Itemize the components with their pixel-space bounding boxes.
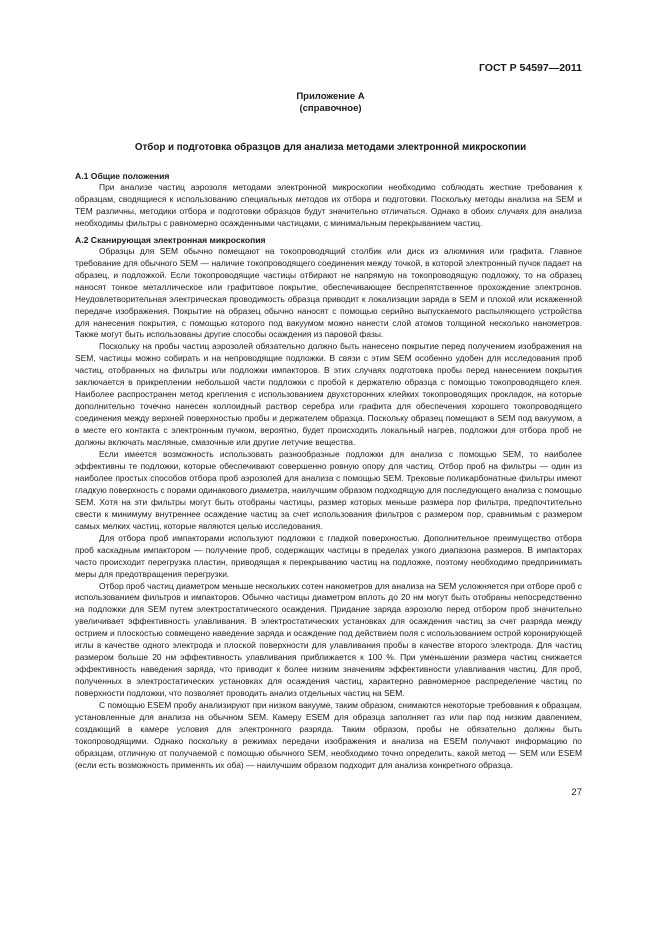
section-heading-a2: А.2 Сканирующая электронная микроскопия [75,234,266,245]
paragraph: Отбор проб частиц диаметром меньше нескольких сотен нанометров для анализа на SEM усложняется при отборе проб с использованием фильтров и импакторов. Обычно частицы диаметром вплоть до 20 нм могут быть отобраны непосредственно на подложки для SEM путем электростатического осаждения. Придание заряда аэрозолю перед отбором проб значительно увеличивает эффективность улавливания. В электростатических установках для осаждения частиц за счет разряда между острием и плоскостью совмещено наведение заряда и осаждение под действием поля с использованием острой коронирующей иглы в качестве одного электрода и плоской поверхности для улавливания пробы в качестве второго электрода. Для частиц размером больше 20 нм эффективность улавливания приближается к 100 %. При уменьшении размера частиц снижается эффективность наведения заряда, что приводит к более низким значениям эффективности улавливания частиц. Для проб, полученных в электростатических установках для осаждения частиц, характерно равномерное распределение частиц по поверхности подложки, что позволяет проводить анализ отдельных частиц на SEM. [75,580,583,699]
paragraph: С помощью ESEM пробу анализируют при низком вакууме, таким образом, снимаются некоторые требования к образцам, установленные для анализа на обычном SEM. Камеру ESEM для образца заполняет газ или пар под низким давлением, создающий в камере условия для электронного разряда. Таким образом, пробы не обязательно должны быть токопроводящими. Однако поскольку в режимах передачи изображения и анализа на ESEM получают информацию по образцам, отличную от получаемой с помощью обычного SEM, необходимо точно определить, какой метод — SEM или ESEM (если есть возможность применять их оба) — наилучшим образом подходит для анализа конкретного образца. [75,700,582,770]
paragraph: При анализе частиц аэрозоля методами электронной микроскопии необходимо соблюдать жесткие требования к образцам, сводящиеся к использованию специальных методов их отбора и подготовки. Поскольку методы анализа на SEM и TEM различны, методики отбора и подготовки образцов будут значительно отличаться. Однако в обоих случаях для анализа необходимы фильтры с равномерно осажденными частицами, с минимальным перекрыванием частиц. [75,182,582,228]
document-body [75,170,582,772]
annex-type: (справочное) [299,103,362,114]
section-heading-a1: А.1 Общие положения [75,171,170,181]
paragraph: Поскольку на пробы частиц аэрозолей обязательно должно быть нанесено покрытие перед получением изображения на SEM, частицы можно собирать и на непроводящие подложки. В связи с этим SEM особенно удобен для исследования проб частиц, отобранных на фильтры или подложки импакторов. В этих случаях подготовка пробы перед нанесением покрытия заключается в прикреплении небольшой части подложки с пробой к держателю образца с помощью токопроводящего клея. Наиболее распространен метод крепления с использованием двухсторонних клейких токопроводящих прокладок, на которые дополнительно точечно нанесен коллоидный раствор серебра или графита для обеспечения хорошего токопроводящего соединения между верхней поверхностью пробы и держателем образца. Поскольку образец помещают в SEM под вакуумом, а в месте его контакта с электронным пучком, вероятно, будет происходить локальный нагрев, подложки для отбора проб не должны включать масляные, смазочные или другие летучие вещества. [75,341,582,448]
paragraph: Если имеется возможность использовать разнообразные подложки для анализа с помощью SEM, то наиболее эффективны те подложки, которые обеспечивают совершенно ровную опору для частиц. Отбор проб на фильтры — один из наиболее простых способов отбора проб аэрозолей для анализа с помощью SEM. Трековые поликарбонатные фильтры имеют гладкую поверхность с порами одинакового диаметра, наилучшим образом подходящую для последующего анализа с помощью SEM. Хотя на эти фильтры могут быть отобраны частицы, размер которых меньше размера пор фильтра, предпочтительно свести к минимуму внутреннее осаждение частиц за счет использования фильтров с размером пор, сравнимым с размером самых мелких частиц, которые являются целью исследования. [75,449,582,531]
paragraph: Образцы для SEM обычно помещают на токопроводящий столбик или диск из алюминия или графита. Главное требование для обычного SEM — наличие токопроводящего соединения между точкой, в которой электронный пучок падает на образец, и подложкой. Если токопроводящие частицы отбирают не напрямую на токопроводящую подложку, то на образец наносят тонкое металлическое или графитовое покрытие, обеспечивающее беспрепятственное прохождение электронов. Неудовлетворительная электрическая проводимость образца приводит к локализации заряда в SEM и плохой или искаженной передаче изображения. Покрытие на образец обычно наносят с помощью серийно выпускаемого распыляющего устройства для нанесения покрытия, с помощью которого под вакуумом можно нанести слой атомов толщиной несколько нанометров. Также могут быть использованы другие способы осаждения из паровой фазы. [75,245,582,340]
paragraph: Для отбора проб импакторами используют подложки с гладкой поверхностью. Дополнительное преимущество отбора проб каскадным импактором — получение проб, содержащих частицы в пределах узкого диапазона размеров. В импакторах часто происходит перегрузка пластин, приводящая к перекрыванию частиц на подложке, поэтому необходимо предпринимать меры для предотвращения перегрузки. [75,532,582,579]
standard-number: ГОСТ Р 54597—2011 [478,62,582,74]
page-number: 27 [571,787,582,798]
annex-label: Приложение А [296,91,365,102]
annex-heading [0,91,661,115]
annex-title: Отбор и подготовка образцов для анализа методами электронной микроскопии [134,142,527,153]
